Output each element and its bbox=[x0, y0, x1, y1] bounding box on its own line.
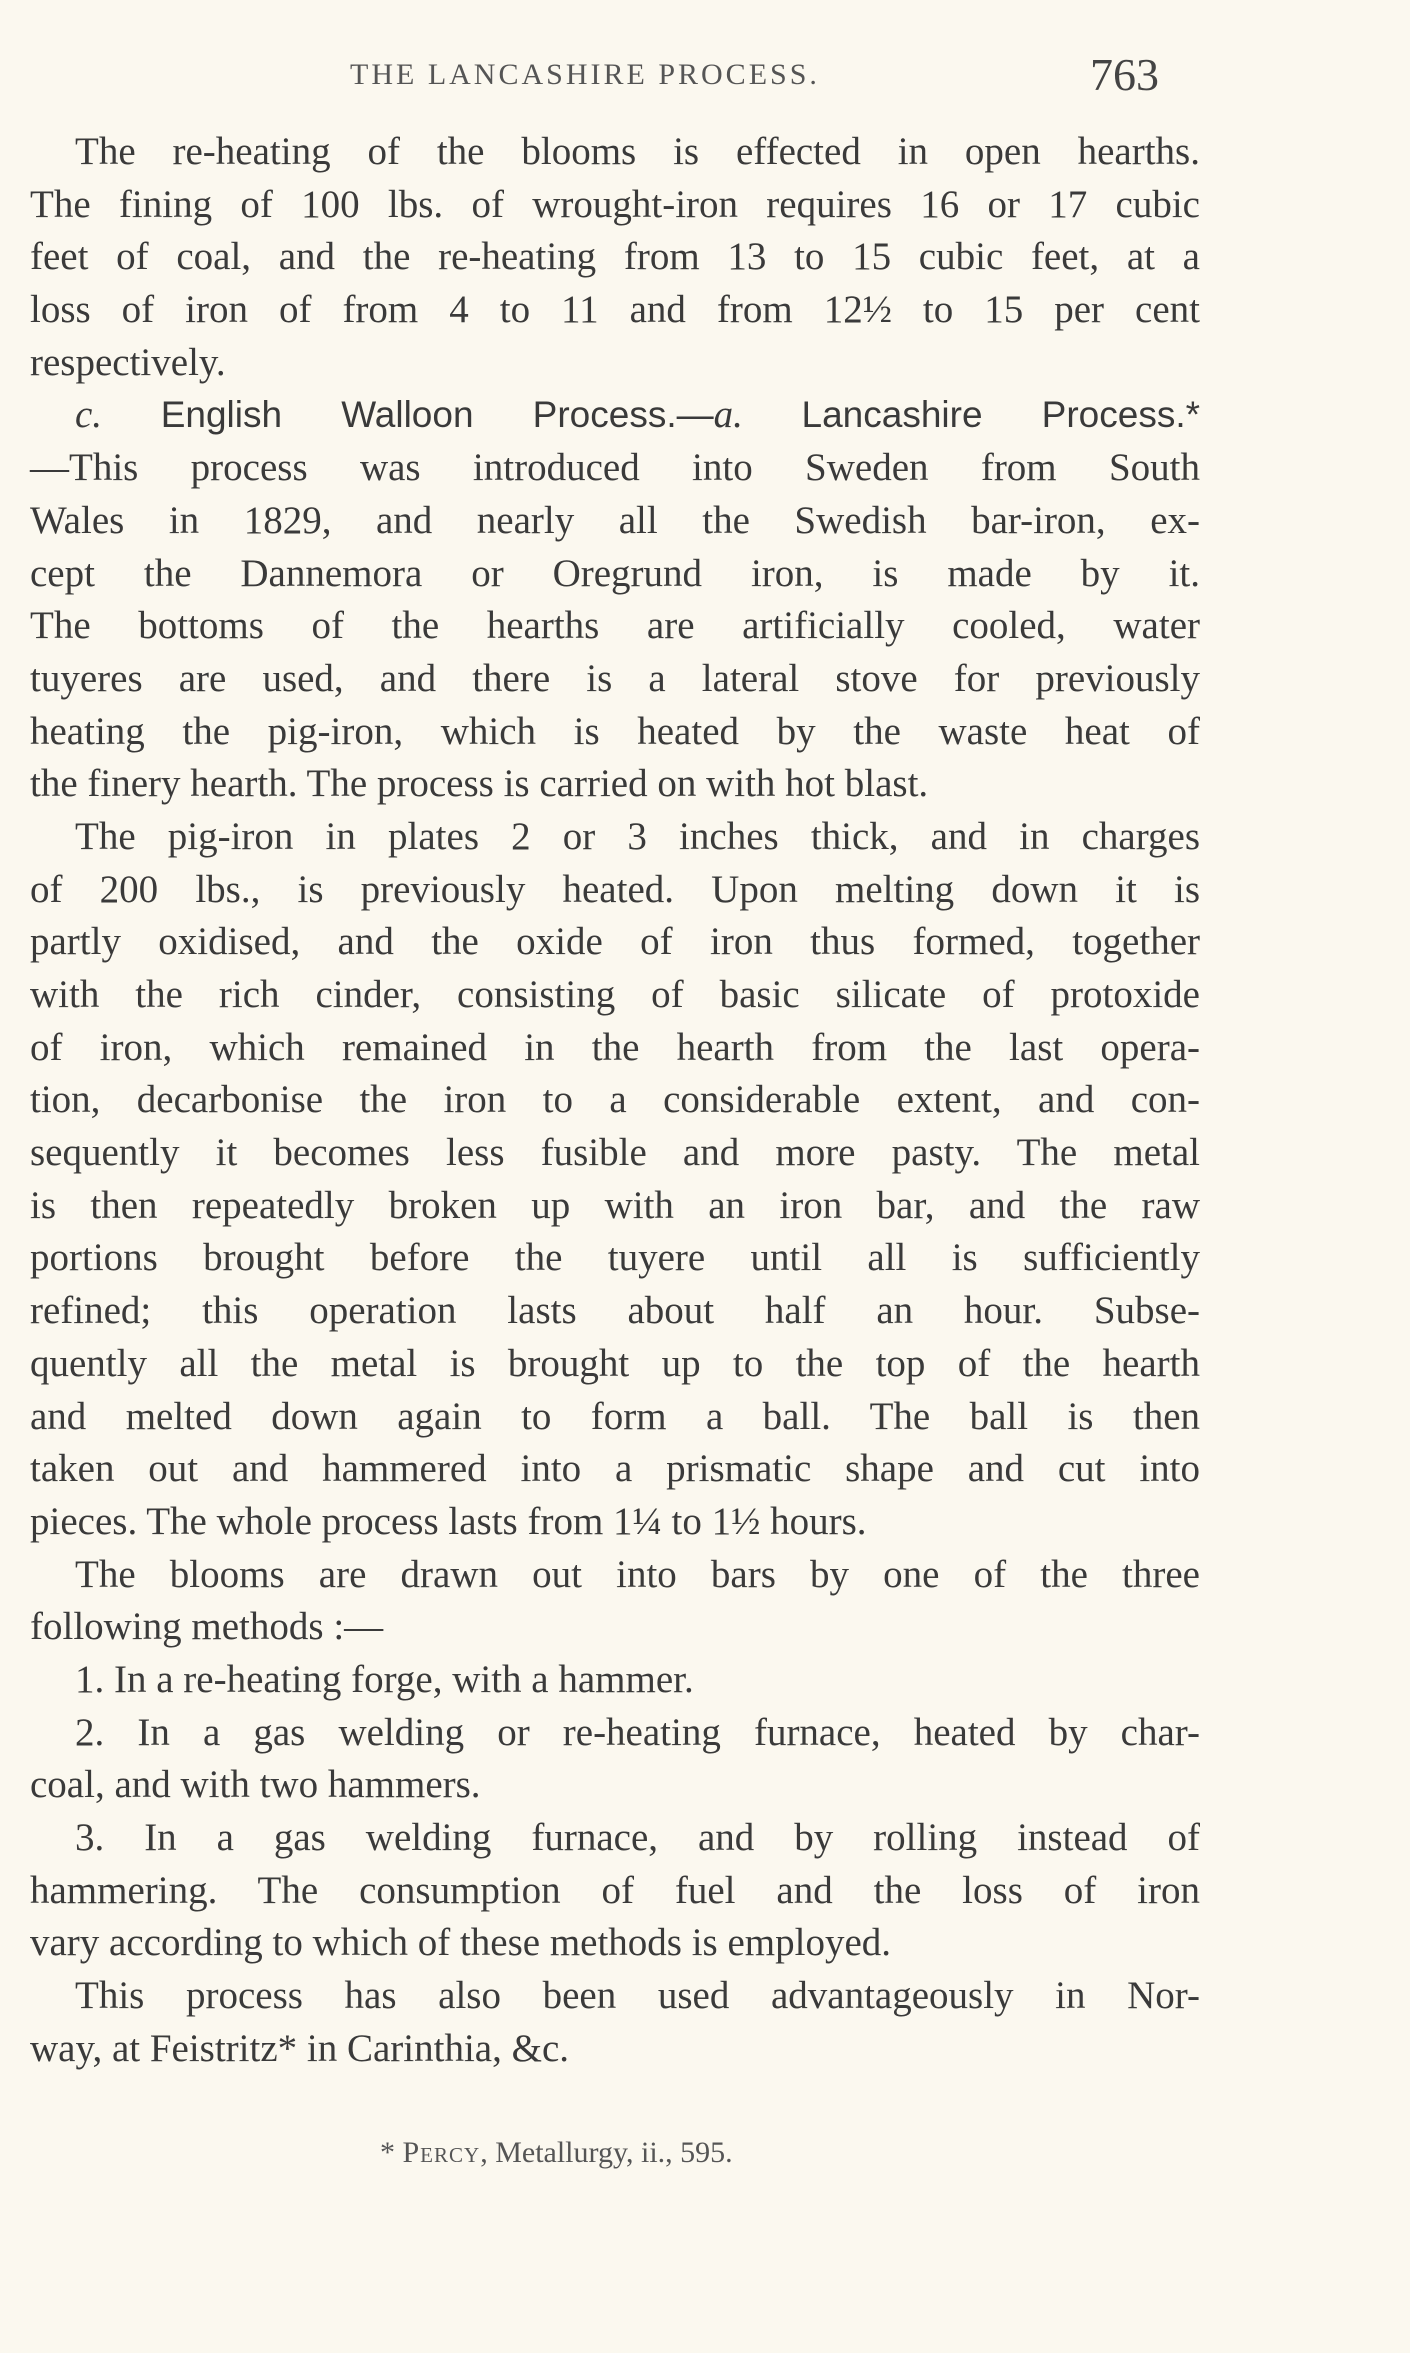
text-line: taken out and hammered into a prismatic shape and cut into bbox=[30, 1447, 1200, 1491]
running-title: THE LANCASHIRE PROCESS. bbox=[350, 58, 820, 91]
footnote-citation: , Metallurgy, ii., 595. bbox=[480, 2136, 733, 2169]
text-line: The blooms are drawn out into bars by one of the three bbox=[75, 1552, 1200, 1596]
footnote-author: Percy bbox=[402, 2136, 481, 2169]
heading-prefix: c. bbox=[75, 393, 103, 437]
text-line: way, at Feistritz* in Carinthia, &c. bbox=[30, 2026, 570, 2070]
text-line: heating the pig-iron, which is heated by the waste heat of bbox=[30, 709, 1200, 753]
heading-title-walloon: English Walloon Process.— bbox=[160, 394, 714, 436]
text-line: portions brought before the tuyere until all is sufficiently bbox=[30, 1236, 1200, 1280]
text-line: vary according to which of these methods is employed. bbox=[30, 1921, 892, 1965]
text-line: following methods :— bbox=[30, 1605, 384, 1649]
text-line: feet of coal, and the re-heating from 13 to 15 cubic feet, at a bbox=[30, 235, 1200, 279]
body-text bbox=[30, 126, 1200, 2075]
text-line: and melted down again to form a ball. The ball is then bbox=[30, 1394, 1200, 1438]
text-line: coal, and with two hammers. bbox=[30, 1763, 481, 1807]
text-line: The pig-iron in plates 2 or 3 inches thick, and in charges bbox=[75, 814, 1200, 858]
text-line: —This process was introduced into Sweden from South bbox=[30, 446, 1200, 490]
text-line: loss of iron of from 4 to 11 and from 12½ to 15 per cent bbox=[30, 288, 1200, 332]
text-line: tuyeres are used, and there is a lateral stove for previously bbox=[30, 656, 1200, 700]
text-line: Wales in 1829, and nearly all the Swedish bar-iron, ex- bbox=[30, 498, 1200, 542]
heading-sub-letter: a. bbox=[713, 393, 743, 437]
list-item: 2. In a gas welding or re-heating furnace, heated by char- bbox=[75, 1710, 1200, 1754]
footnote bbox=[380, 2136, 733, 2170]
text-line: This process has also been used advantageously in Nor- bbox=[75, 1974, 1200, 2018]
text-line: pieces. The whole process lasts from 1¼ to 1½ hours. bbox=[30, 1499, 867, 1543]
text-line: The bottoms of the hearths are artificially cooled, water bbox=[30, 604, 1200, 648]
list-item: 1. In a re-heating forge, with a hammer. bbox=[75, 1657, 694, 1701]
text-line: cept the Dannemora or Oregrund iron, is made by it. bbox=[30, 551, 1200, 595]
text-line: is then repeatedly broken up with an iron bar, and the raw bbox=[30, 1183, 1200, 1227]
text-line: respectively. bbox=[30, 340, 226, 384]
page-number: 763 bbox=[1090, 49, 1159, 100]
text-line: quently all the metal is brought up to the top of the hearth bbox=[30, 1341, 1200, 1385]
text-line: The re-heating of the blooms is effected in open hearths. bbox=[75, 130, 1200, 173]
text-line: refined; this operation lasts about half an hour. Subse- bbox=[30, 1289, 1200, 1333]
heading-title-lancashire: Lancashire Process.* bbox=[801, 394, 1201, 436]
text-line: tion, decarbonise the iron to a considerable extent, and con- bbox=[30, 1078, 1200, 1122]
text-line: the finery hearth. The process is carried on with hot blast. bbox=[30, 762, 929, 806]
running-header bbox=[0, 48, 1410, 108]
text-line: sequently it becomes less fusible and more pasty. The metal bbox=[30, 1131, 1200, 1175]
text-line: hammering. The consumption of fuel and the loss of iron bbox=[30, 1868, 1200, 1912]
footnote-marker: * bbox=[380, 2136, 395, 2169]
text-line: The fining of 100 lbs. of wrought-iron requires 16 or 17 cubic bbox=[30, 182, 1200, 226]
text-line: of 200 lbs., is previously heated. Upon melting down it is bbox=[30, 867, 1200, 911]
section-heading bbox=[30, 389, 1200, 442]
text-line: of iron, which remained in the hearth from the last opera- bbox=[30, 1025, 1200, 1069]
text-line: with the rich cinder, consisting of basic silicate of protoxide bbox=[30, 973, 1200, 1016]
text-line: partly oxidised, and the oxide of iron thus formed, together bbox=[30, 920, 1200, 964]
list-item: 3. In a gas welding furnace, and by rolling instead of bbox=[75, 1816, 1200, 1859]
